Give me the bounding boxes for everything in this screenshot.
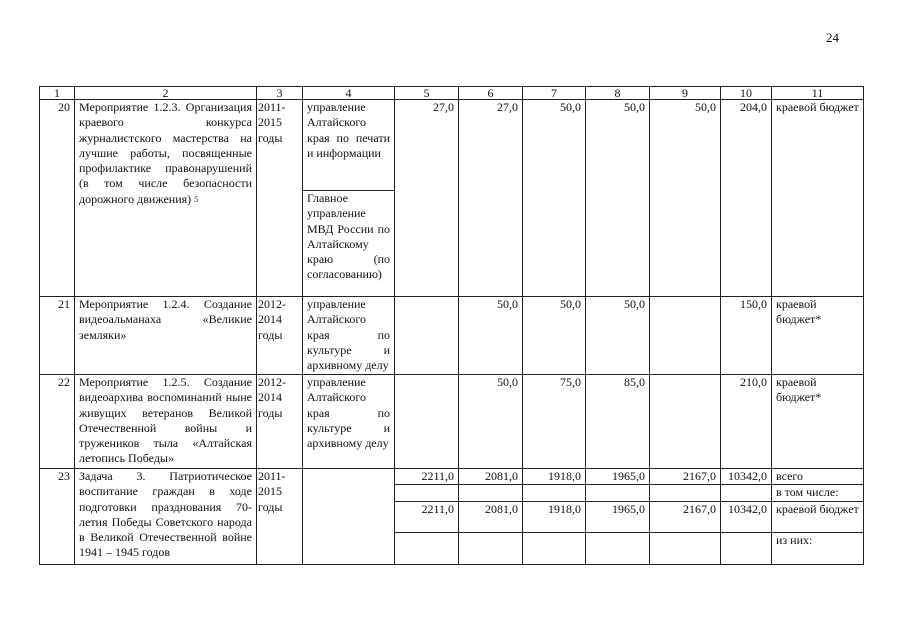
funding-source: в том числе: (772, 485, 864, 501)
value-cell: 1918,0 (523, 501, 586, 532)
col-header: 7 (523, 87, 586, 100)
value-cell: 2081,0 (459, 469, 523, 485)
table-row (40, 297, 864, 375)
funding-source: краевой бюджет (772, 501, 864, 532)
value-cell: 2081,0 (459, 501, 523, 532)
value-cell: 2211,0 (395, 469, 459, 485)
program-table (39, 86, 864, 565)
value-cell (650, 485, 721, 501)
value-cell: 50,0 (459, 375, 523, 469)
value-cell: 2167,0 (650, 469, 721, 485)
value-cell: 204,0 (721, 100, 772, 297)
measure-name: Мероприятие 1.2.4. Создание видеоальманаха «Великие земляки» (75, 297, 257, 375)
value-cell: 210,0 (721, 375, 772, 469)
executor: управление Алтайского края по культуре и архивному делу (303, 297, 395, 375)
value-cell (586, 485, 650, 501)
value-cell: 10342,0 (721, 501, 772, 532)
value-cell (721, 485, 772, 501)
period: 2011-2015 годы (257, 100, 303, 297)
value-cell (523, 485, 586, 501)
period: 2012-2014 годы (257, 297, 303, 375)
value-cell: 85,0 (586, 375, 650, 469)
funding-source: из них: (772, 532, 864, 564)
value-cell: 1965,0 (586, 501, 650, 532)
funding-source: краевой бюджет* (772, 375, 864, 469)
measure-name: Мероприятие 1.2.5. Создание видеоархива воспоминаний ныне живущих ветеранов Великой Отечественной войны и тружеников тыла «Алтайская летопись Победы» (75, 375, 257, 469)
value-cell (395, 297, 459, 375)
value-cell: 50,0 (586, 297, 650, 375)
row-number: 20 (40, 100, 75, 297)
value-cell: 27,0 (395, 100, 459, 297)
col-header: 8 (586, 87, 650, 100)
value-cell: 50,0 (586, 100, 650, 297)
funding-source: краевой бюджет (772, 100, 864, 297)
value-cell (523, 532, 586, 564)
value-cell (395, 532, 459, 564)
col-header: 9 (650, 87, 721, 100)
value-cell (650, 532, 721, 564)
col-header: 6 (459, 87, 523, 100)
col-header: 4 (303, 87, 395, 100)
value-cell: 27,0 (459, 100, 523, 297)
col-header: 2 (75, 87, 257, 100)
value-cell: 50,0 (523, 100, 586, 297)
value-cell (459, 485, 523, 501)
value-cell: 1918,0 (523, 469, 586, 485)
row-number: 22 (40, 375, 75, 469)
funding-source: краевой бюджет* (772, 297, 864, 375)
col-header: 5 (395, 87, 459, 100)
footnote-marker: 5 (194, 194, 199, 204)
value-cell (650, 375, 721, 469)
executor: Главное управление МВД России по Алтайскому краю (по согласованию) (303, 191, 395, 297)
funding-source: всего (772, 469, 864, 485)
header-row (40, 87, 864, 100)
value-cell (721, 532, 772, 564)
executor (303, 469, 395, 565)
value-cell (586, 532, 650, 564)
table-row (40, 469, 864, 485)
value-cell: 10342,0 (721, 469, 772, 485)
col-header: 11 (772, 87, 864, 100)
executor: управление Алтайского края по культуре и архивному делу (303, 375, 395, 469)
table-row (40, 375, 864, 469)
value-cell: 50,0 (459, 297, 523, 375)
executor: управление Алтайского края по печати и информации (303, 100, 395, 191)
value-cell: 2211,0 (395, 501, 459, 532)
col-header: 1 (40, 87, 75, 100)
value-cell: 150,0 (721, 297, 772, 375)
value-cell: 50,0 (650, 100, 721, 297)
table-row (40, 100, 864, 191)
value-cell (395, 485, 459, 501)
col-header: 3 (257, 87, 303, 100)
col-header: 10 (721, 87, 772, 100)
measure-name: Задача 3. Патриотическое воспитание граждан в ходе подготовки празднования 70-летия Победы Советского народа в Великой Отечественной войне 1941 – 1945 годов (75, 469, 257, 565)
row-number: 21 (40, 297, 75, 375)
value-cell (459, 532, 523, 564)
value-cell: 75,0 (523, 375, 586, 469)
value-cell: 1965,0 (586, 469, 650, 485)
row-number: 23 (40, 469, 75, 565)
value-cell: 2167,0 (650, 501, 721, 532)
value-cell (650, 297, 721, 375)
period: 2011-2015 годы (257, 469, 303, 565)
page-number: 24 (826, 30, 839, 45)
measure-name: Мероприятие 1.2.3. Организация краевого конкурса журналистского мастерства на лучшие работы, посвященные профилактике правонарушений (в том числе безопасности дорожного движения) $^5$ (75, 100, 257, 297)
value-cell: 50,0 (523, 297, 586, 375)
value-cell (395, 375, 459, 469)
period: 2012-2014 годы (257, 375, 303, 469)
